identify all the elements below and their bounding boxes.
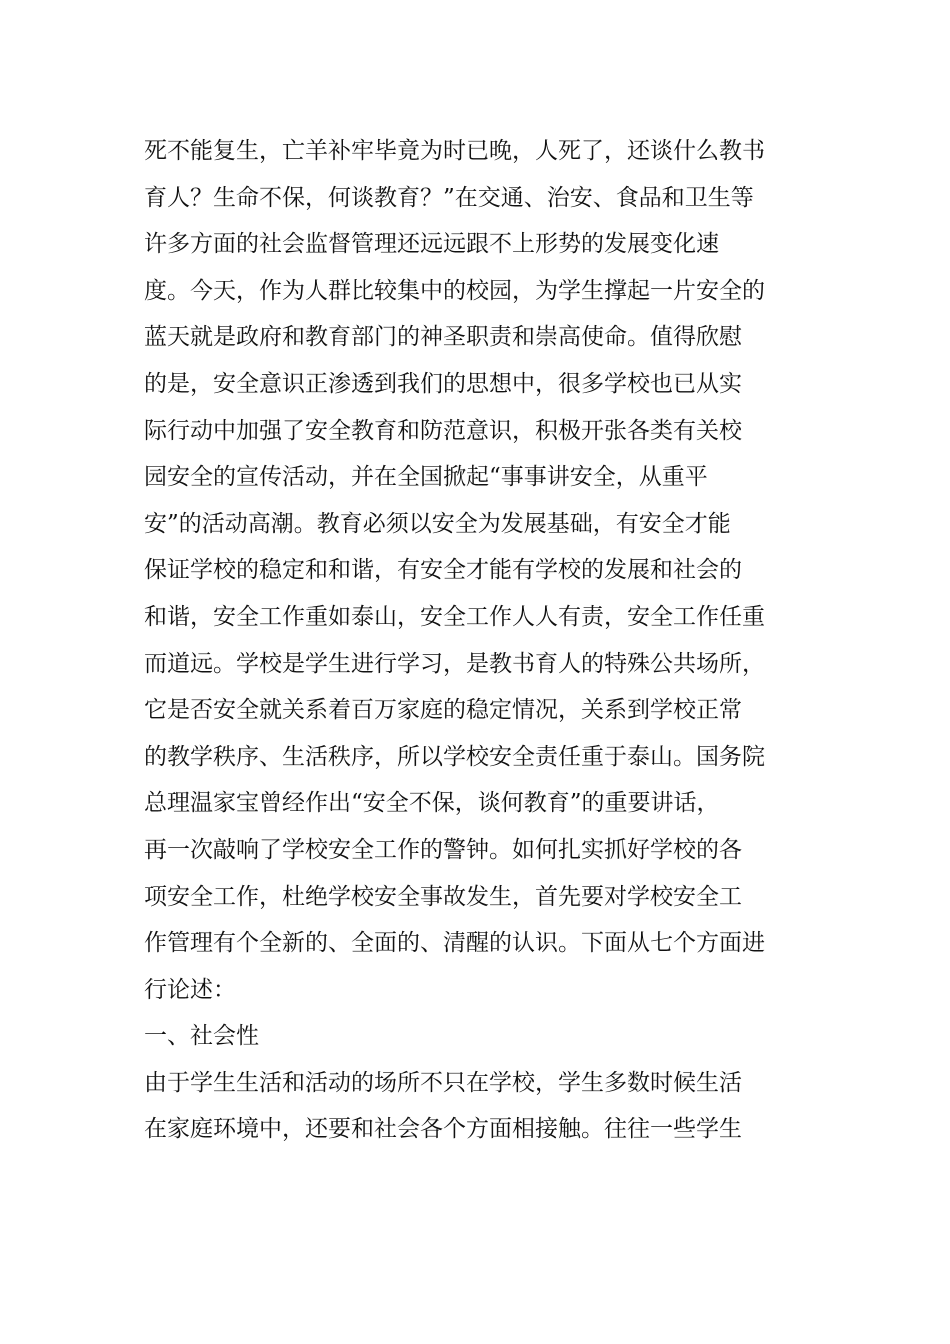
- text-line: 死不能复生，亡羊补牢毕竟为时已晚，人死了，还谈什么教书: [144, 138, 765, 164]
- text-line: 园安全的宣传活动，并在全国掀起“事事讲安全，从重平: [144, 464, 708, 491]
- section-heading: 一、社会性: [144, 1023, 259, 1050]
- text-line: 安”的活动高潮。教育必须以安全为发展基础，有安全才能: [144, 510, 731, 537]
- text-line: 项安全工作，杜绝学校安全事故发生，首先要对学校安全工: [144, 883, 742, 910]
- text-line: 再一次敲响了学校安全工作的警钟。如何扎实抓好学校的各: [144, 836, 742, 863]
- text-line: 总理温家宝曾经作出“安全不保，谈何教育”的重要讲话，: [144, 790, 720, 817]
- body-text: [144, 128, 824, 1153]
- text-line: 蓝天就是政府和教育部门的神圣职责和崇高使命。值得欣慰: [144, 324, 742, 351]
- text-line: 作管理有个全新的、全面的、清醒的认识。下面从七个方面进: [144, 930, 765, 957]
- text-line: 保证学校的稳定和和谐，有安全才能有学校的发展和社会的: [144, 557, 742, 584]
- text-line: 在家庭环境中，还要和社会各个方面相接触。往往一些学生: [144, 1116, 742, 1143]
- text-line: 行论述：: [144, 976, 236, 1003]
- text-line: 而道远。学校是学生进行学习，是教书育人的特殊公共场所，: [144, 650, 765, 677]
- text-line: 和谐，安全工作重如泰山，安全工作人人有责，安全工作任重: [144, 603, 765, 630]
- text-line: 许多方面的社会监督管理还远远跟不上形势的发展变化速: [144, 231, 719, 258]
- text-line: 育人？生命不保，何谈教育？”在交通、治安、食品和卫生等: [144, 184, 754, 211]
- text-line: 由于学生生活和活动的场所不只在学校，学生多数时候生活: [144, 1069, 742, 1096]
- text-line: 的教学秩序、生活秩序，所以学校安全责任重于泰山。国务院: [144, 743, 765, 770]
- text-line: 它是否安全就关系着百万家庭的稳定情况，关系到学校正常: [144, 697, 742, 724]
- text-line: 的是，安全意识正渗透到我们的思想中，很多学校也已从实: [144, 370, 742, 397]
- text-line: 际行动中加强了安全教育和防范意识，积极开张各类有关校: [144, 417, 742, 444]
- text-line: 度。今天，作为人群比较集中的校园，为学生撑起一片安全的: [144, 277, 765, 304]
